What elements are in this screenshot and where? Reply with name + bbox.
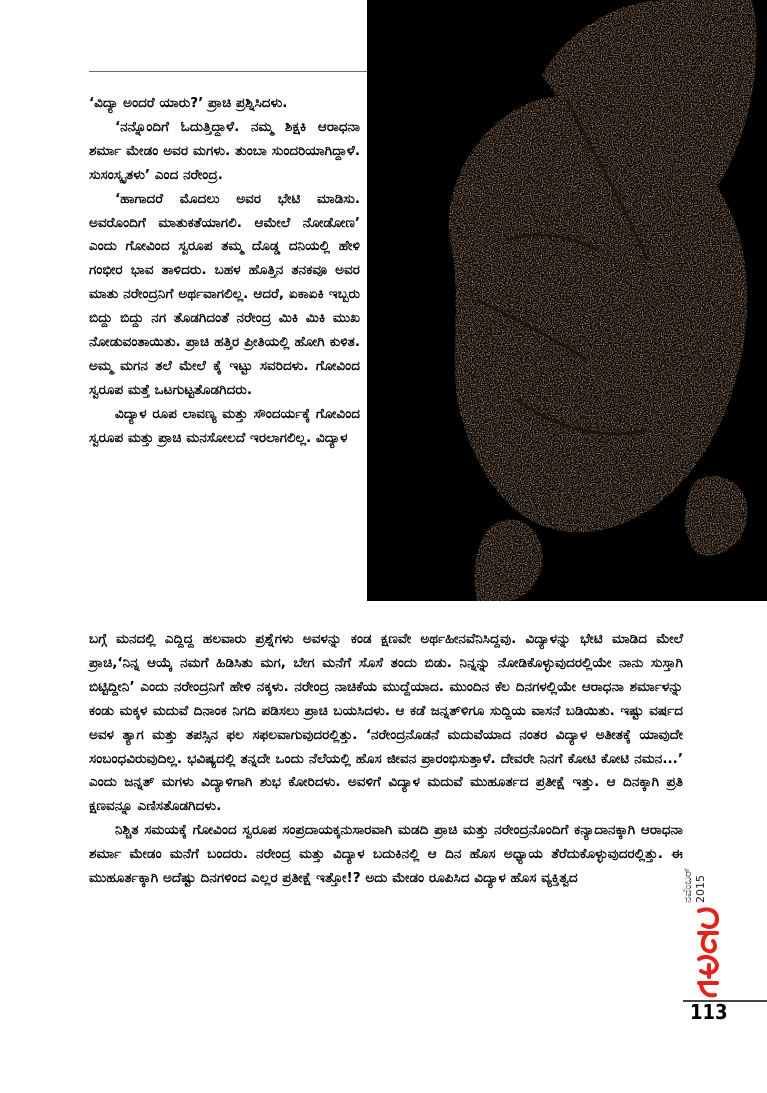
- paragraph: ‘ನನ್ನೊಂದಿಗೆ ಓದುತ್ತಿದ್ದಾಳೆ. ನಮ್ಮ ಶಿಕ್ಷಕಿ ಆರಾಧನಾ ಶರ್ಮಾ ಮೇಡಂ ಅವರ ಮಗಳು. ತುಂಬಾ ಸುಂದರಿಯಾಗಿದ್ದಾಳೆ. ಸುಸಂಸ್ಕೃತಳು’ ಎಂದ ನರೇಂದ್ರ.: [89, 118, 360, 183]
- paragraph: ನಿಶ್ಚಿತ ಸಮಯಕ್ಕೆ ಗೋವಿಂದ ಸ್ವರೂಪ ಸಂಪ್ರದಾಯಕ್ಕನುಸಾರವಾಗಿ ಮಡದಿ ಪ್ರಾಚಿ ಮತ್ತು ನರೇಂದ್ರನೊಂದಿಗೆ ಕನ್ಯಾದಾನಕ್ಕಾಗಿ ಆರಾಧನಾ ಶರ್ಮಾ ಮೇಡಂ ಮನೆಗೆ ಬಂದರು. ನರೇಂದ್ರ ಮತ್ತು ವಿದ್ಯಾಳ ಬದುಕಿನಲ್ಲಿ ಆ ದಿನ ಹೊಸ ಅಧ್ಯಾಯ ತೆರೆದುಕೊಳ್ಳುವುದರಲ್ಲಿತ್ತು. ಈ ಮುಹೂರ್ತಕ್ಕಾಗಿ ಅದೆಷ್ಟು ದಿನಗಳಿಂದ ಎಲ್ಲರ ಪ್ರತೀಕ್ಷೆ ಇತ್ತೋ!? ಅದು ಮೇಡಂ ರೂಪಿಸಿದ ವಿದ್ಯಾಳ ಹೊಸ ವ್ಯಕ್ತಿತ್ವದ: [89, 822, 683, 887]
- issue-date: ನವೆಂಬರ್ 2015: [681, 867, 707, 903]
- paragraph: ‘ವಿದ್ಯಾ ಅಂದರೆ ಯಾರು?’ ಪ್ರಾಚಿ ಪ್ರಶ್ನಿಸಿದಳು.: [89, 95, 288, 111]
- full-width-text: [89, 628, 683, 891]
- paragraph: ವಿದ್ಯಾಳ ರೂಪ ಲಾವಣ್ಯ ಮತ್ತು ಸೌಂದರ್ಯಕ್ಕೆ ಗೋವಿಂದ ಸ್ವರೂಪ ಮತ್ತು ಪ್ರಾಚಿ ಮನಸೋಲದೆ ಇರಲಾಗಲಿಲ್ಲ. ವಿದ್ಯಾಳ: [89, 405, 360, 446]
- magazine-logo: [695, 905, 721, 1000]
- paragraph: ಬಗ್ಗೆ ಮನದಲ್ಲಿ ಎದ್ದಿದ್ದ ಹಲವಾರು ಪ್ರಶ್ನೆಗಳು ಅವಳನ್ನು ಕಂಡ ಕ್ಷಣವೇ ಅರ್ಥಹೀನವೆನಿಸಿದ್ದವು. ವಿದ್ಯಾಳನ್ನು ಭೇಟಿ ಮಾಡಿದ ಮೇಲೆ ಪ್ರಾಚಿ,‘ನಿನ್ನ ಆಯ್ಕೆ ನಮಗೆ ಹಿಡಿಸಿತು ಮಗ, ಬೇಗ ಮನೆಗೆ ಸೊಸೆ ತಂದು ಬಿಡು. ನಿನ್ನನ್ನು ನೋಡಿಕೊಳ್ಳುವುದರಲ್ಲಿಯೇ ನಾನು ಸುಸ್ತಾಗಿ ಬಿಟ್ಟಿದ್ದೀನಿ’ ಎಂದು ನರೇಂದ್ರನಿಗೆ ಹೇಳಿ ನಕ್ಕಳು. ನರೇಂದ್ರ ನಾಚಿಕೆಯ ಮುದ್ದೆಯಾದ. ಮುಂದಿನ ಕೆಲ ದಿನಗಳಲ್ಲಿಯೇ ಆರಾಧನಾ ಶರ್ಮಾಳನ್ನು ಕಂಡು ಮಕ್ಕಳ ಮದುವೆ ದಿನಾಂಕ ನಿಗದಿ ಪಡಿಸಲು ಪ್ರಾಚಿ ಬಯಸಿದಳು. ಆ ಕಡೆ ಜನ್ನತ್‌ಳಿಗೂ ಸುದ್ದಿಯ ವಾಸನೆ ಬಡಿಯಿತು. ಇಷ್ಟು ವರ್ಷದ ಅವಳ ತ್ಯಾಗ ಮತ್ತು ತಪಸ್ಸಿನ ಫಲ ಸಫಲವಾಗುವುದರಲ್ಲಿತ್ತು. ‘ನರೇಂದ್ರನೊಡನೆ ಮದುವೆಯಾದ ನಂತರ ವಿದ್ಯಾಳ ಅತೀತಕ್ಕೆ ಯಾವುದೇ ಸಂಬಂಧವಿರುವುದಿಲ್ಲ. ಭವಿಷ್ಯದಲ್ಲಿ ತನ್ನದೇ ಒಂದು ನೆಲೆಯಲ್ಲಿ ಹೊಸ ಜೀವನ ಪ್ರಾರಂಭಿಸುತ್ತಾಳೆ. ದೇವರೇ ನಿನಗೆ ಕೋಟಿ ಕೋಟಿ ನಮನ...’ ಎಂದು ಜನ್ನತ್ ಮಗಳು ವಿದ್ಯಾಳಿಗಾಗಿ ಶುಭ ಕೋರಿದಳು. ಅವಳಿಗೆ ವಿದ್ಯಾಳ ಮದುವೆ ಮುಹೂರ್ತದ ಪ್ರತೀಕ್ಷೆ ಇತ್ತು. ಆ ದಿನಕ್ಕಾಗಿ ಪ್ರತಿ ಕ್ಷಣವನ್ನೂ ಎಣಿಸತೊಡಗಿದಳು.: [89, 631, 683, 815]
- paragraph: ‘ಹಾಗಾದರೆ ಮೊದಲು ಅವರ ಭೇಟಿ ಮಾಡಿಸು. ಅವರೊಂದಿಗೆ ಮಾತುಕತೆಯಾಗಲಿ. ಆಮೇಲೆ ನೋಡೋಣ’ ಎಂದು ಗೋವಿಂದ ಸ್ವರೂಪ ತಮ್ಮ ದೊಡ್ಡ ದನಿಯಲ್ಲಿ ಹೇಳಿ ಗಂಭೀರ ಭಾವ ತಾಳಿದರು. ಬಹಳ ಹೊತ್ತಿನ ತನಕವೂ ಅವರ ಮಾತು ನರೇಂದ್ರನಿಗೆ ಅರ್ಥವಾಗಲಿಲ್ಲ. ಆದರೆ, ಏಕಾಏಕಿ ಇಬ್ಬರು ಬಿದ್ದು ಬಿದ್ದು ನಗ ತೊಡಗಿದಂತೆ ನರೇಂದ್ರ ಮಿಕಿ ಮಿಕಿ ಮುಖ ನೋಡುವಂತಾಯಿತು. ಪ್ರಾಚಿ ಹತ್ತಿರ ಪ್ರೀತಿಯಲ್ಲಿ ಹೋಗಿ ಕುಳಿತ. ಅಮ್ಮ ಮಗನ ತಲೆ ಮೇಲೆ ಕೈ ಇಟ್ಟು ಸವರಿದಳು. ಗೋವಿಂದ ಸ್ವರೂಪ ಮತ್ತೆ ಒಟಗುಟ್ಟತೊಡಗಿದರು.: [89, 190, 360, 398]
- illustration-photo: [367, 0, 767, 601]
- left-text-column: [89, 92, 360, 451]
- top-divider: [89, 71, 367, 72]
- magazine-sidebar: [681, 843, 715, 999]
- page-number: 113: [690, 1000, 728, 1024]
